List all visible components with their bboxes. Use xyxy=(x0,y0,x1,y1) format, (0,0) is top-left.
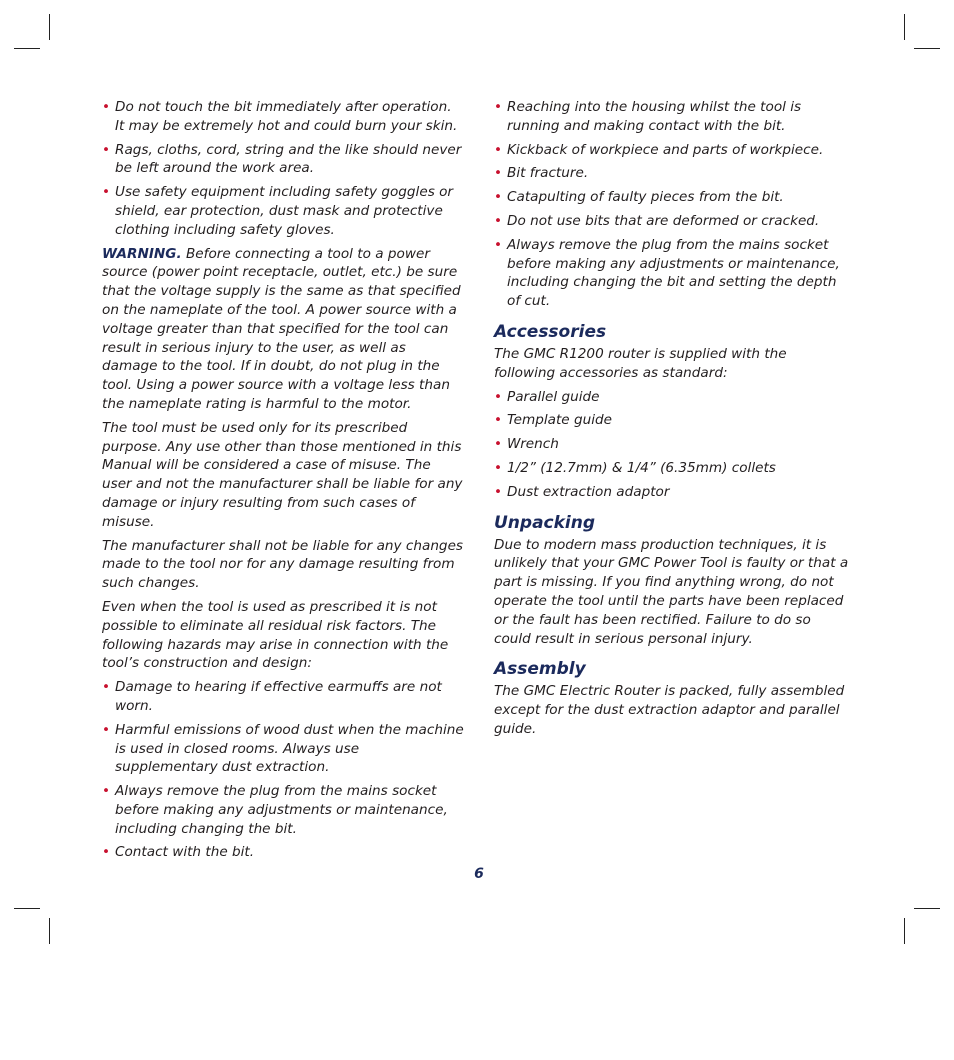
accessories-heading: Accessories xyxy=(494,321,607,342)
crop-mark-top-right-h xyxy=(914,48,940,49)
bullet-item: • Always remove the plug from the mains socket before making any adjustments or maintenance, including changing the bit. xyxy=(102,783,448,837)
bullet-item: • Contact with the bit. xyxy=(102,844,255,861)
bullet-item: • Damage to hearing if effective earmuffs are not worn. xyxy=(102,679,442,714)
accessory-item: • Dust extraction adaptor xyxy=(494,483,670,500)
crop-mark-bottom-left-h xyxy=(14,908,40,909)
unpacking-heading: Unpacking xyxy=(494,512,596,533)
bullet-dot: • xyxy=(494,388,503,405)
manufacturer-paragraph: The manufacturer shall not be liable for any changes made to the tool nor for any damage resulting from such changes. xyxy=(102,537,464,592)
bullet-dot: • xyxy=(494,212,503,229)
bullet-item: • Bit fracture. xyxy=(494,165,589,182)
bullet-item: • Do not touch the bit immediately after operation. It may be extremely hot and could burn your skin. xyxy=(102,99,458,134)
page-number: 6 xyxy=(474,866,484,882)
accessory-item: • Wrench xyxy=(494,436,559,453)
bullet-dot: • xyxy=(494,141,503,158)
accessories-intro: The GMC R1200 router is supplied with the following accessories as standard: xyxy=(494,345,787,381)
left-column xyxy=(102,98,464,867)
crop-mark-bottom-right-v xyxy=(904,918,905,944)
bullet-dot: • xyxy=(494,189,503,206)
bullet-dot: • xyxy=(102,783,111,800)
assembly-text: The GMC Electric Router is packed, fully assembled except for the dust extraction adaptor and parallel guide. xyxy=(494,683,845,737)
crop-mark-bottom-right-h xyxy=(914,908,940,909)
warning-paragraph xyxy=(102,245,464,414)
accessory-item: • Parallel guide xyxy=(494,388,600,405)
bullet-item: • Use safety equipment including safety goggles or shield, ear protection, dust mask and protective clothing including safety gloves. xyxy=(102,184,453,238)
bullet-item: • Always remove the plug from the mains socket before making any adjustments or maintenance, including changing the bit and setting the depth of cut. xyxy=(494,236,840,310)
bullet-item: • Kickback of workpiece and parts of workpiece. xyxy=(494,141,824,158)
warning-label: WARNING. xyxy=(102,245,182,262)
bullet-dot: • xyxy=(494,483,503,500)
crop-mark-top-left-h xyxy=(14,48,40,49)
bullet-dot: • xyxy=(494,236,503,253)
accessory-item: • 1/2” (12.7mm) & 1/4” (6.35mm) collets xyxy=(494,459,776,476)
accessory-item: • Template guide xyxy=(494,412,612,429)
bullet-dot: • xyxy=(102,721,111,738)
bullet-dot: • xyxy=(494,165,503,182)
crop-mark-top-left-v xyxy=(49,14,50,40)
warning-text: Before connecting a tool to a power source (power point receptacle, outlet, etc.) be sure that the voltage supply is the same as that specified on the nameplate of the tool. A power source with a voltage greater than that specified for the tool can result in serious injury to the user, as well as damage to the tool. If in doubt, do not plug in the tool. Using a power source with a voltage less than the nameplate rating is harmful to the motor. xyxy=(102,245,461,412)
bullet-dot: • xyxy=(494,99,503,115)
bullet-dot: • xyxy=(494,412,503,429)
bullet-item: • Reaching into the housing whilst the tool is running and making contact with the bit. xyxy=(494,99,802,134)
bullet-dot: • xyxy=(494,459,503,476)
bullet-item: • Rags, cloths, cord, string and the like should never be left around the work area. xyxy=(102,141,462,177)
bullet-dot: • xyxy=(102,141,111,158)
crop-mark-bottom-left-v xyxy=(49,918,50,944)
bullet-item: • Catapulting of faulty pieces from the bit. xyxy=(494,189,784,206)
bullet-dot: • xyxy=(102,679,111,696)
right-column xyxy=(494,98,850,744)
crop-mark-top-right-v xyxy=(904,14,905,40)
bullet-dot: • xyxy=(494,436,503,453)
bullet-dot: • xyxy=(102,99,111,115)
residual-risk-paragraph: Even when the tool is used as prescribed it is not possible to eliminate all residual risk factors. The following hazards may arise in connection with the tool’s construction and design: xyxy=(102,598,449,672)
unpacking-text: Due to modern mass production techniques, it is unlikely that your GMC Power Tool is faulty or that a part is missing. If you find anything wrong, do not operate the tool until the parts have been replaced or the fault has been rectified. Failure to do so could result in serious personal injury. xyxy=(494,536,849,647)
bullet-item: • Harmful emissions of wood dust when the machine is used in closed rooms. Always use supplementary dust extraction. xyxy=(102,721,464,776)
bullet-dot: • xyxy=(102,844,111,861)
bullet-item: • Do not use bits that are deformed or cracked. xyxy=(494,212,820,229)
purpose-paragraph: The tool must be used only for its prescribed purpose. Any use other than those mentioned in this Manual will be considered a case of misuse. The user and not the manufacturer shall be liable for any damage or injury resulting from such cases of misuse. xyxy=(102,419,463,530)
bullet-dot: • xyxy=(102,184,111,201)
assembly-heading: Assembly xyxy=(494,659,586,680)
